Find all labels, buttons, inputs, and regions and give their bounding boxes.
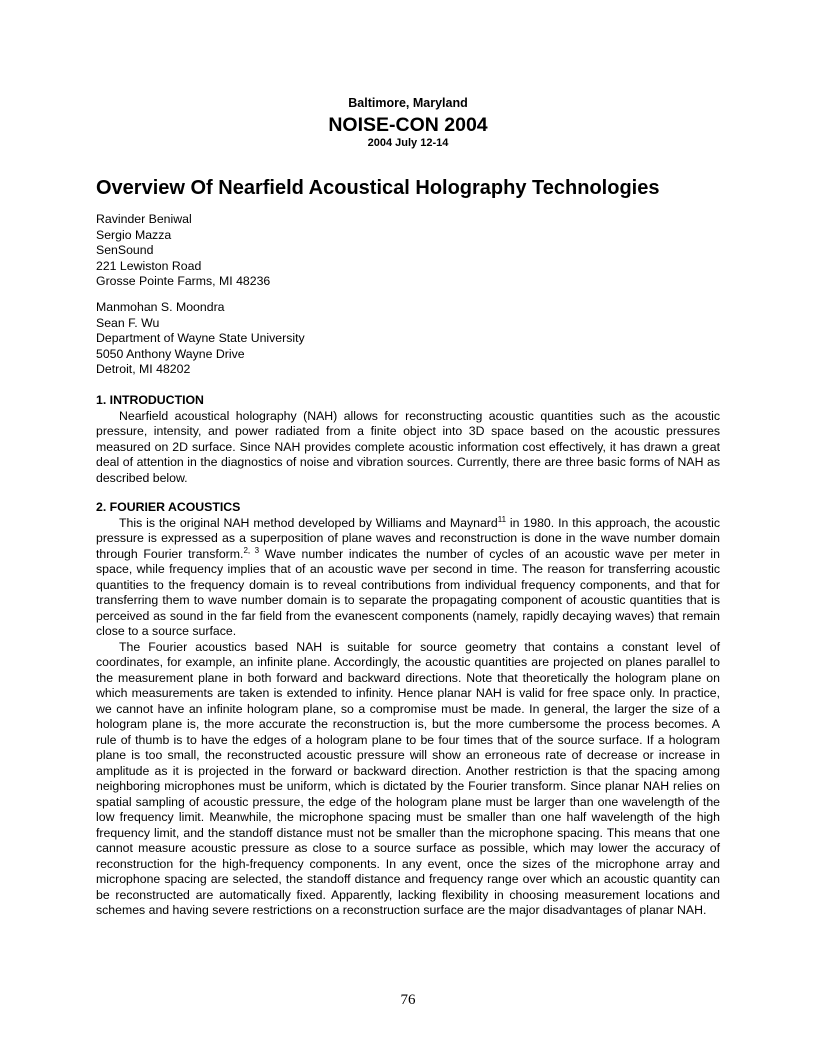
section-introduction xyxy=(96,393,720,486)
reference-superscript: 2, 3 xyxy=(243,545,260,555)
author-address: Detroit, MI 48202 xyxy=(96,362,191,376)
conference-location: Baltimore, Maryland xyxy=(348,96,468,110)
paragraph-text: This is the original NAH method developed by Williams and Maynard xyxy=(119,515,498,530)
paragraph-text: in 1980. In this approach, the acoustic pressure is expressed as a superposition of plane waves and reconstruction is done in the wave number domain through Fourier transform. xyxy=(96,515,720,561)
paragraph: The Fourier acoustics based NAH is suitable for source geometry that contains a constant level of coordinates, for example, an infinite plane. Accordingly, the acoustic quantities are projected on planes parallel to the measurement plane in both forward and backward directions. Note that theoretically the hologram plane on which measurements are taken is extended to infinity. Hence planar NAH is valid for free space only. In practice, we cannot have an infinite hologram plane, so a compromise must be made. In general, the larger the size of a hologram plane is, the more accurate the reconstruction is, but the more cumbersome the process becomes. A rule of thumb is to have the edges of a hologram plane to be four times that of the source surface. If a hologram plane is too small, the reconstructed acoustic pressure will show an erroneous rate of decrease or increase in amplitude as it is projected in the forward or backward direction. Another restriction is that the spacing among neighboring microphones must be uniform, which is dictated by the Fourier transform. Since planar NAH relies on spatial sampling of acoustic pressure, the edge of the hologram plane must be larger than one wavelength of the low frequency limit. Meanwhile, the microphone spacing must be smaller than one half wavelength of the high frequency limit, and the standoff distance must not be smaller than the microphone spacing. This means that one cannot measure acoustic pressure as close to a source surface as possible, which may lower the accuracy of reconstruction for the high-frequency components. In any event, once the sizes of the microphone array and microphone spacing are selected, the standoff distance and frequency range over which an acoustic quantity can be reconstructed are automatically fixed. Apparently, lacking flexibility in choosing measurement locations and schemes and having severe restrictions on a reconstruction surface are the major disadvantages of planar NAH. xyxy=(96,639,720,917)
paper-title: Overview Of Nearfield Acoustical Holography Technologies xyxy=(96,177,660,199)
page-number: 76 xyxy=(400,992,416,1008)
author-affiliation: SenSound xyxy=(96,243,154,257)
author-name: Ravinder Beniwal xyxy=(96,212,192,226)
author-block-2 xyxy=(96,300,716,378)
paragraph xyxy=(96,516,720,640)
author-affiliation: Department of Wayne State University xyxy=(96,331,305,345)
paragraph: Nearfield acoustical holography (NAH) allows for reconstructing acoustic quantities such as the acoustic pressure, intensity, and power radiated from a finite object into 3D space based on the acoustic pressures measured on 2D surface. Since NAH provides complete acoustic information cost effectively, it has drawn a great deal of attention in the diagnostics of noise and vibration sources. Currently, there are three basic forms of NAH as described below. xyxy=(96,408,720,485)
author-name: Manmohan S. Moondra xyxy=(96,300,225,314)
section-heading: 1. INTRODUCTION xyxy=(96,393,204,407)
author-name: Sergio Mazza xyxy=(96,227,172,242)
author-address: 5050 Anthony Wayne Drive xyxy=(96,346,245,361)
author-block-1 xyxy=(96,212,716,290)
section-heading: 2. FOURIER ACOUSTICS xyxy=(96,500,241,514)
paragraph-text: Wave number indicates the number of cycles of an acoustic wave per meter in space, while frequency implies that of an acoustic wave per second in time. The reason for transferring acoustic quantities to the frequency domain is to reveal contributions from individual frequency components, and that for transferring them to wave number domain is to separate the propagating component of acoustic quantities that is perceived as sound in the far field from the evanescent components (namely, rapidly decaying waves) that remain close to a source surface. xyxy=(96,546,720,638)
author-address: Grosse Pointe Farms, MI 48236 xyxy=(96,274,271,288)
conference-name: NOISE-CON 2004 xyxy=(328,114,488,136)
author-address: 221 Lewiston Road xyxy=(96,258,202,273)
author-name: Sean F. Wu xyxy=(96,315,160,330)
section-fourier-acoustics xyxy=(96,500,720,919)
conference-dates: 2004 July 12-14 xyxy=(367,137,449,149)
reference-superscript: 11 xyxy=(497,514,507,524)
